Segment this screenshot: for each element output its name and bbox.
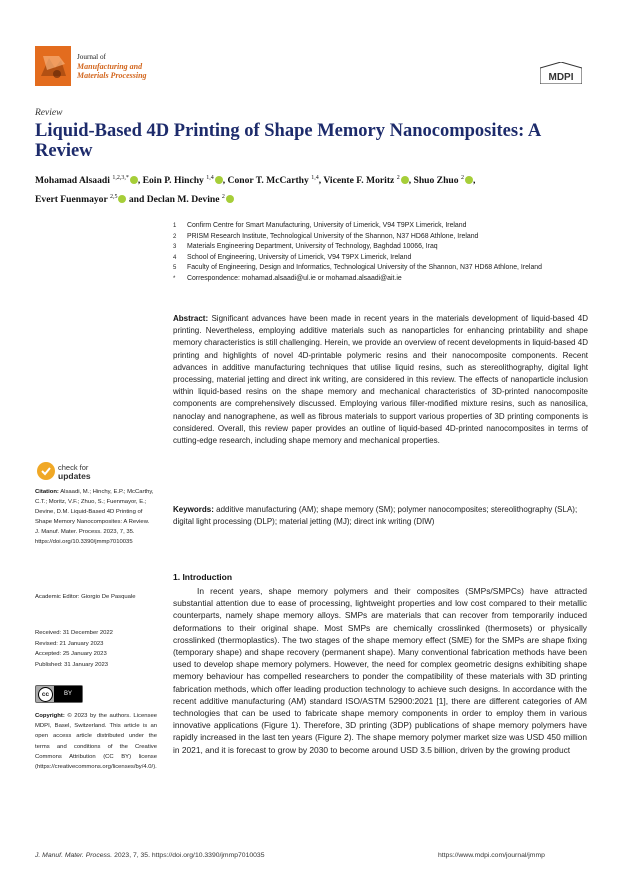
footer-citation[interactable] <box>35 852 264 859</box>
abstract-text: Significant advances have been made in recent years in the materials development of liquid-based 4D printing. Nevertheless, employing additive materials such as nanoparticles for enhancing printability and shape memory characteristics is still challenging. Herein, we provide an overview of recent developments in liquid-based 4D printing and highlights of novel 4D-printable polymeric resins and their nanocomposite components. Recent advances in additive manufacturing techniques that utilise liquid resins, such as stereolithography, digital light processing, material jetting and direct ink writing, are considered in this review. The effects of nanoparticle inclusion within liquid-based resins on the shape memory and mechanical characteristics of 3D-printed nanocomposite components are comprehensively discussed. Employing various filler-modified mixture resins, such as nanosilica, nanoclay and nanographene, as well as fibrous materials to support various properties of 3D printing components is considered. Overall, this review paper provides an outline of liquid-based 4D-printed nanocomposites in terms of cutting-edge research, including shape memory and mechanical properties. <box>173 314 588 446</box>
affiliation-text: Materials Engineering Department, University of Technology, Baghdad 10066, Iraq <box>187 243 438 250</box>
affiliation-number: * <box>173 275 176 282</box>
abstract-label: Abstract: <box>173 314 209 323</box>
by-icon: BY <box>54 686 82 702</box>
affiliation-text: PRISM Research Institute, Technological University of the Shannon, N37 HD68 Athlone, Ireland <box>187 232 479 240</box>
affiliation-number: 5 <box>173 265 177 271</box>
check-for-updates-icon[interactable] <box>37 462 55 480</box>
author-name[interactable]: Mohamad Alsaadi $^{1,2,3,*}$ <box>35 175 138 186</box>
affiliation-text: Correspondence: mohamad.alsaadi@ul.ie or mohamad.alsaadi@ait.ie <box>187 274 402 282</box>
orcid-icon[interactable] <box>401 176 409 184</box>
orcid-icon[interactable] <box>215 176 223 184</box>
date-revised: Revised: 21 January 2023 <box>35 640 104 647</box>
affiliation-number: 4 <box>173 254 177 261</box>
check-for-updates-button[interactable] <box>58 464 91 480</box>
orcid-icon[interactable] <box>130 176 138 184</box>
affiliation-text: Confirm Centre for Smart Manufacturing, University of Limerick, V94 T9PX Limerick, Ireland <box>187 222 467 229</box>
orcid-icon[interactable] <box>118 195 126 203</box>
date-accepted: Accepted: 25 January 2023 <box>35 651 107 657</box>
article-title: Liquid-Based 4D Printing of Shape Memory Nanocomposites: A Review <box>35 121 541 161</box>
publication-dates <box>35 628 155 670</box>
section-heading: 1. Introduction <box>173 572 233 582</box>
date-received: Received: 31 December 2022 <box>35 630 113 636</box>
author-list <box>35 170 595 208</box>
copyright-label: Copyright: <box>35 713 65 719</box>
journal-logo-icon <box>35 46 71 86</box>
footer-journal-url[interactable]: https://www.mdpi.com/journal/jmmp <box>438 852 545 859</box>
author-name[interactable]: Conor T. McCarthy $^{1,4}$ <box>227 175 319 187</box>
journal-name-line: Manufacturing and <box>77 61 143 71</box>
citation-label: Citation: <box>35 489 59 495</box>
abstract <box>173 313 588 447</box>
journal-name-line: Materials Processing <box>77 70 147 80</box>
introduction-paragraph: In recent years, shape memory polymers and their composites (SMPs/SMPCs) have attracted substantial attention due to ease of processing, lightweight properties and low cost compared to their metallic counterparts, namely shape memory alloys. SMPs are materials that can recover from temporarily induced deformations to their original shape. Most SMPs are chemically crosslinked (thermosets) or physically crosslinked (thermoplastics). The two stages of the shape memory effect (SME) for the SMPs are shape fixing (temporary shape) and shape recovery (permanent shape). Many conventional fabrication methods have been used to develop shape memory polymers. However, the need for complex geometric designs exhibiting shape memory behaviour has compelled researchers to ponder the compatibility of these materials with 3D printing fabrication methods, which offer leading production technology to achieve such designs. In accordance with the recent additive manufacturing (AM) standard ISO/ASTM 52900:2021 [1], there are different categories of AM technologies that can be used to fabricate shape memory components in order to employ them in various innovative applications (Figure 1). Therefore, 3D printing (3DP) publications of shape memory polymers have rapidly increased in the last ten years (Figure 2). The shape memory polymer market size was USD 450 million in 2021, and it is forecast to grow by 2030 to become around USD 3.5 billion, driven by the growing product <box>173 586 587 755</box>
affiliation-number: 3 <box>173 244 177 250</box>
keywords <box>173 504 588 528</box>
affiliation-text: Faculty of Engineering, Design and Informatics, Technological University of the Shannon, N37 HD68 Athlone, Ireland <box>187 264 542 271</box>
footer-journal-abbrev: J. Manuf. Mater. Process. <box>35 852 113 859</box>
footer-citation-text: 2023, 7, 35. https://doi.org/10.3390/jmmp7010035 <box>114 852 265 859</box>
affiliation-item <box>173 263 593 274</box>
author-name[interactable]: Shuo Zhuo $^2$ <box>413 175 472 186</box>
author-name[interactable]: Vicente F. Moritz $^2$ <box>323 175 408 186</box>
mdpi-logo-text: MDPI <box>548 72 574 83</box>
orcid-icon[interactable] <box>465 176 473 184</box>
citation-block <box>35 488 155 547</box>
keywords-label: Keywords: <box>173 505 214 514</box>
cc-by-license-badge[interactable] <box>35 685 83 703</box>
author-name[interactable]: Declan M. Devine $^2$ <box>147 194 234 205</box>
author-name[interactable]: Eoin P. Hinchy $^{1,4}$ <box>143 175 223 186</box>
copyright-notice <box>35 711 157 772</box>
affiliation-number: 1 <box>173 223 177 229</box>
affiliation-item <box>173 242 593 253</box>
affiliation-item <box>173 221 593 232</box>
journal-name <box>77 53 147 80</box>
date-published: Published: 31 January 2023 <box>35 661 109 668</box>
check-for-updates-line: updates <box>58 471 91 481</box>
keywords-text: additive manufacturing (AM); shape memory (SM); polymer nanocomposites; stereolithography (SLA); digital light processing (DLP); material jetting (MJ); direct ink writing (DIW) <box>173 505 578 527</box>
copyright-text: © 2023 by the authors. Licensee MDPI, Basel, Switzerland. This article is an open access article distributed under the terms and conditions of the Creative Commons Attribution (CC BY) license (https://creativecommons.org/licenses/by/4.0/). <box>35 713 158 771</box>
author-name[interactable]: Evert Fuenmayor $^{2,5}$ <box>35 194 126 205</box>
journal-name-prefix: Journal of <box>77 53 106 61</box>
cc-icon: cc <box>38 687 53 702</box>
mdpi-logo[interactable] <box>540 62 582 84</box>
citation-text[interactable]: Alsaadi, M.; Hinchy, E.P.; McCarthy, C.T.; Moritz, V.F.; Zhuo, S.; Fuenmayor, E.; Devine, D.M. Liquid-Based 4D Printing of Shape Memory Nanocomposites: A Review. J. Manuf. Mater. Process. 2023, 7, 35. https://doi.org/10.3390/jmmp7010035 <box>35 489 154 545</box>
affiliation-item <box>173 253 593 264</box>
orcid-icon[interactable] <box>226 195 234 203</box>
author-line: Mohamad Alsaadi $^{1,2,3,*}$ , Eoin P. Hinchy $^{1,4}$ , Conor T. McCarthy $^{1,4}$, Vicente F. Moritz $^2$ , Shuo Zhuo $^2$ , <box>35 175 476 187</box>
affiliation-item <box>173 232 593 243</box>
journal-logo[interactable] <box>35 46 71 86</box>
correspondence[interactable] <box>173 274 593 285</box>
affiliations <box>173 221 593 284</box>
check-for-updates-line: check for <box>58 463 89 472</box>
affiliation-number: 2 <box>173 233 177 240</box>
academic-editor: Academic Editor: Giorgio De Pasquale <box>35 594 136 600</box>
affiliation-text: School of Engineering, University of Limerick, V94 T9PX Limerick, Ireland <box>187 253 412 261</box>
article-type: Review <box>35 108 63 118</box>
author-line: Evert Fuenmayor $^{2,5}$ and Declan M. Devine $^2$ <box>35 189 595 208</box>
